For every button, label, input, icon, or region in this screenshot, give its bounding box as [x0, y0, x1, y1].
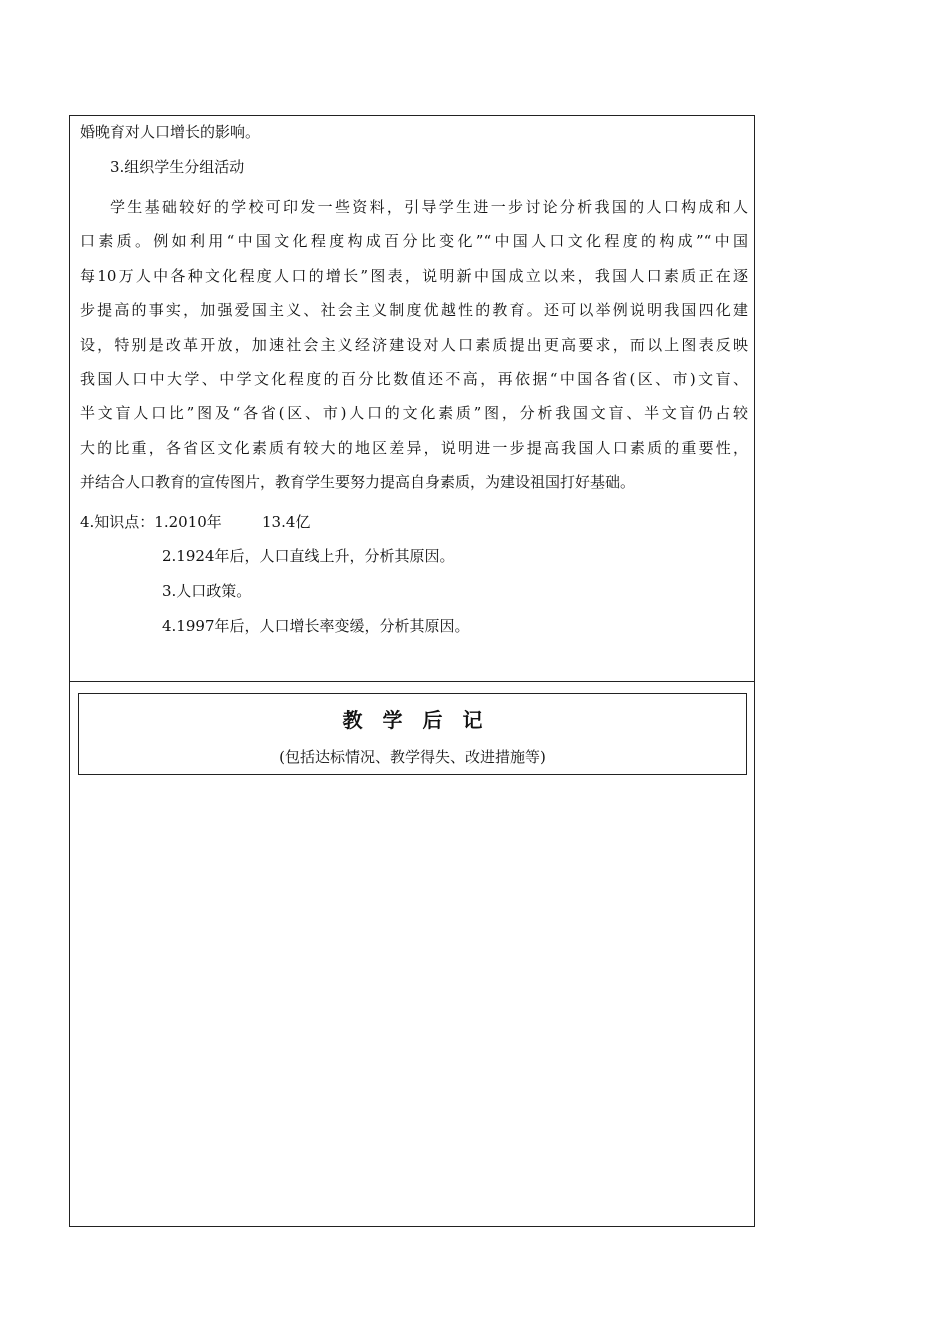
knowledge-point-2: 2.1924年后，人口直线上升，分析其原因。	[162, 547, 455, 565]
activity-paragraph	[80, 190, 748, 500]
knowledge-population-value: 13.4亿	[262, 513, 311, 531]
paragraph-line: 每10万人中各种文化程度人口的增长”图表，说明新中国成立以来，我国人口素质正在逐	[80, 266, 748, 285]
knowledge-point-3: 3.人口政策。	[162, 582, 252, 600]
knowledge-points-label: 4.知识点：1.2010年	[80, 513, 222, 531]
paragraph-line: 口素质。例如利用“中国文化程度构成百分比变化”“中国人口文化程度的构成”“中国	[80, 232, 748, 251]
afterword-subtitle: (包括达标情况、教学得失、改进措施等)	[279, 748, 546, 766]
lesson-table	[69, 115, 755, 1227]
paragraph-line: 步提高的事实，加强爱国主义、社会主义制度优越性的教育。还可以举例说明我国四化建	[80, 301, 748, 320]
paragraph-line: 学生基础较好的学校可印发一些资料，引导学生进一步讨论分析我国的人口构成和人	[110, 198, 748, 216]
paragraph-line: 半文盲人口比”图及“各省(区、市)人口的文化素质”图，分析我国文盲、半文盲仍占较	[80, 404, 748, 423]
intro-line: 婚晚育对人口增长的影响。	[80, 123, 261, 141]
lesson-content-cell	[70, 116, 754, 682]
paragraph-line: 设，特别是改革开放，加速社会主义经济建设对人口素质提出更高要求，而以上图表反映	[80, 335, 748, 354]
paragraph-line: 大的比重，各省区文化素质有较大的地区差异，说明进一步提高我国人口素质的重要性，	[80, 438, 748, 457]
afterword-header-box	[78, 693, 747, 775]
paragraph-line: 我国人口中大学、中学文化程度的百分比数值还不高，再依据“中国各省(区、市)文盲、	[80, 370, 748, 389]
knowledge-point-4: 4.1997年后，人口增长率变缓，分析其原因。	[162, 617, 470, 635]
paragraph-line: 并结合人口教育的宣传图片，教育学生要努力提高自身素质，为建设祖国打好基础。	[80, 473, 636, 492]
afterword-title: 教学后记	[342, 708, 503, 732]
section-3-heading: 3.组织学生分组活动	[110, 158, 245, 176]
